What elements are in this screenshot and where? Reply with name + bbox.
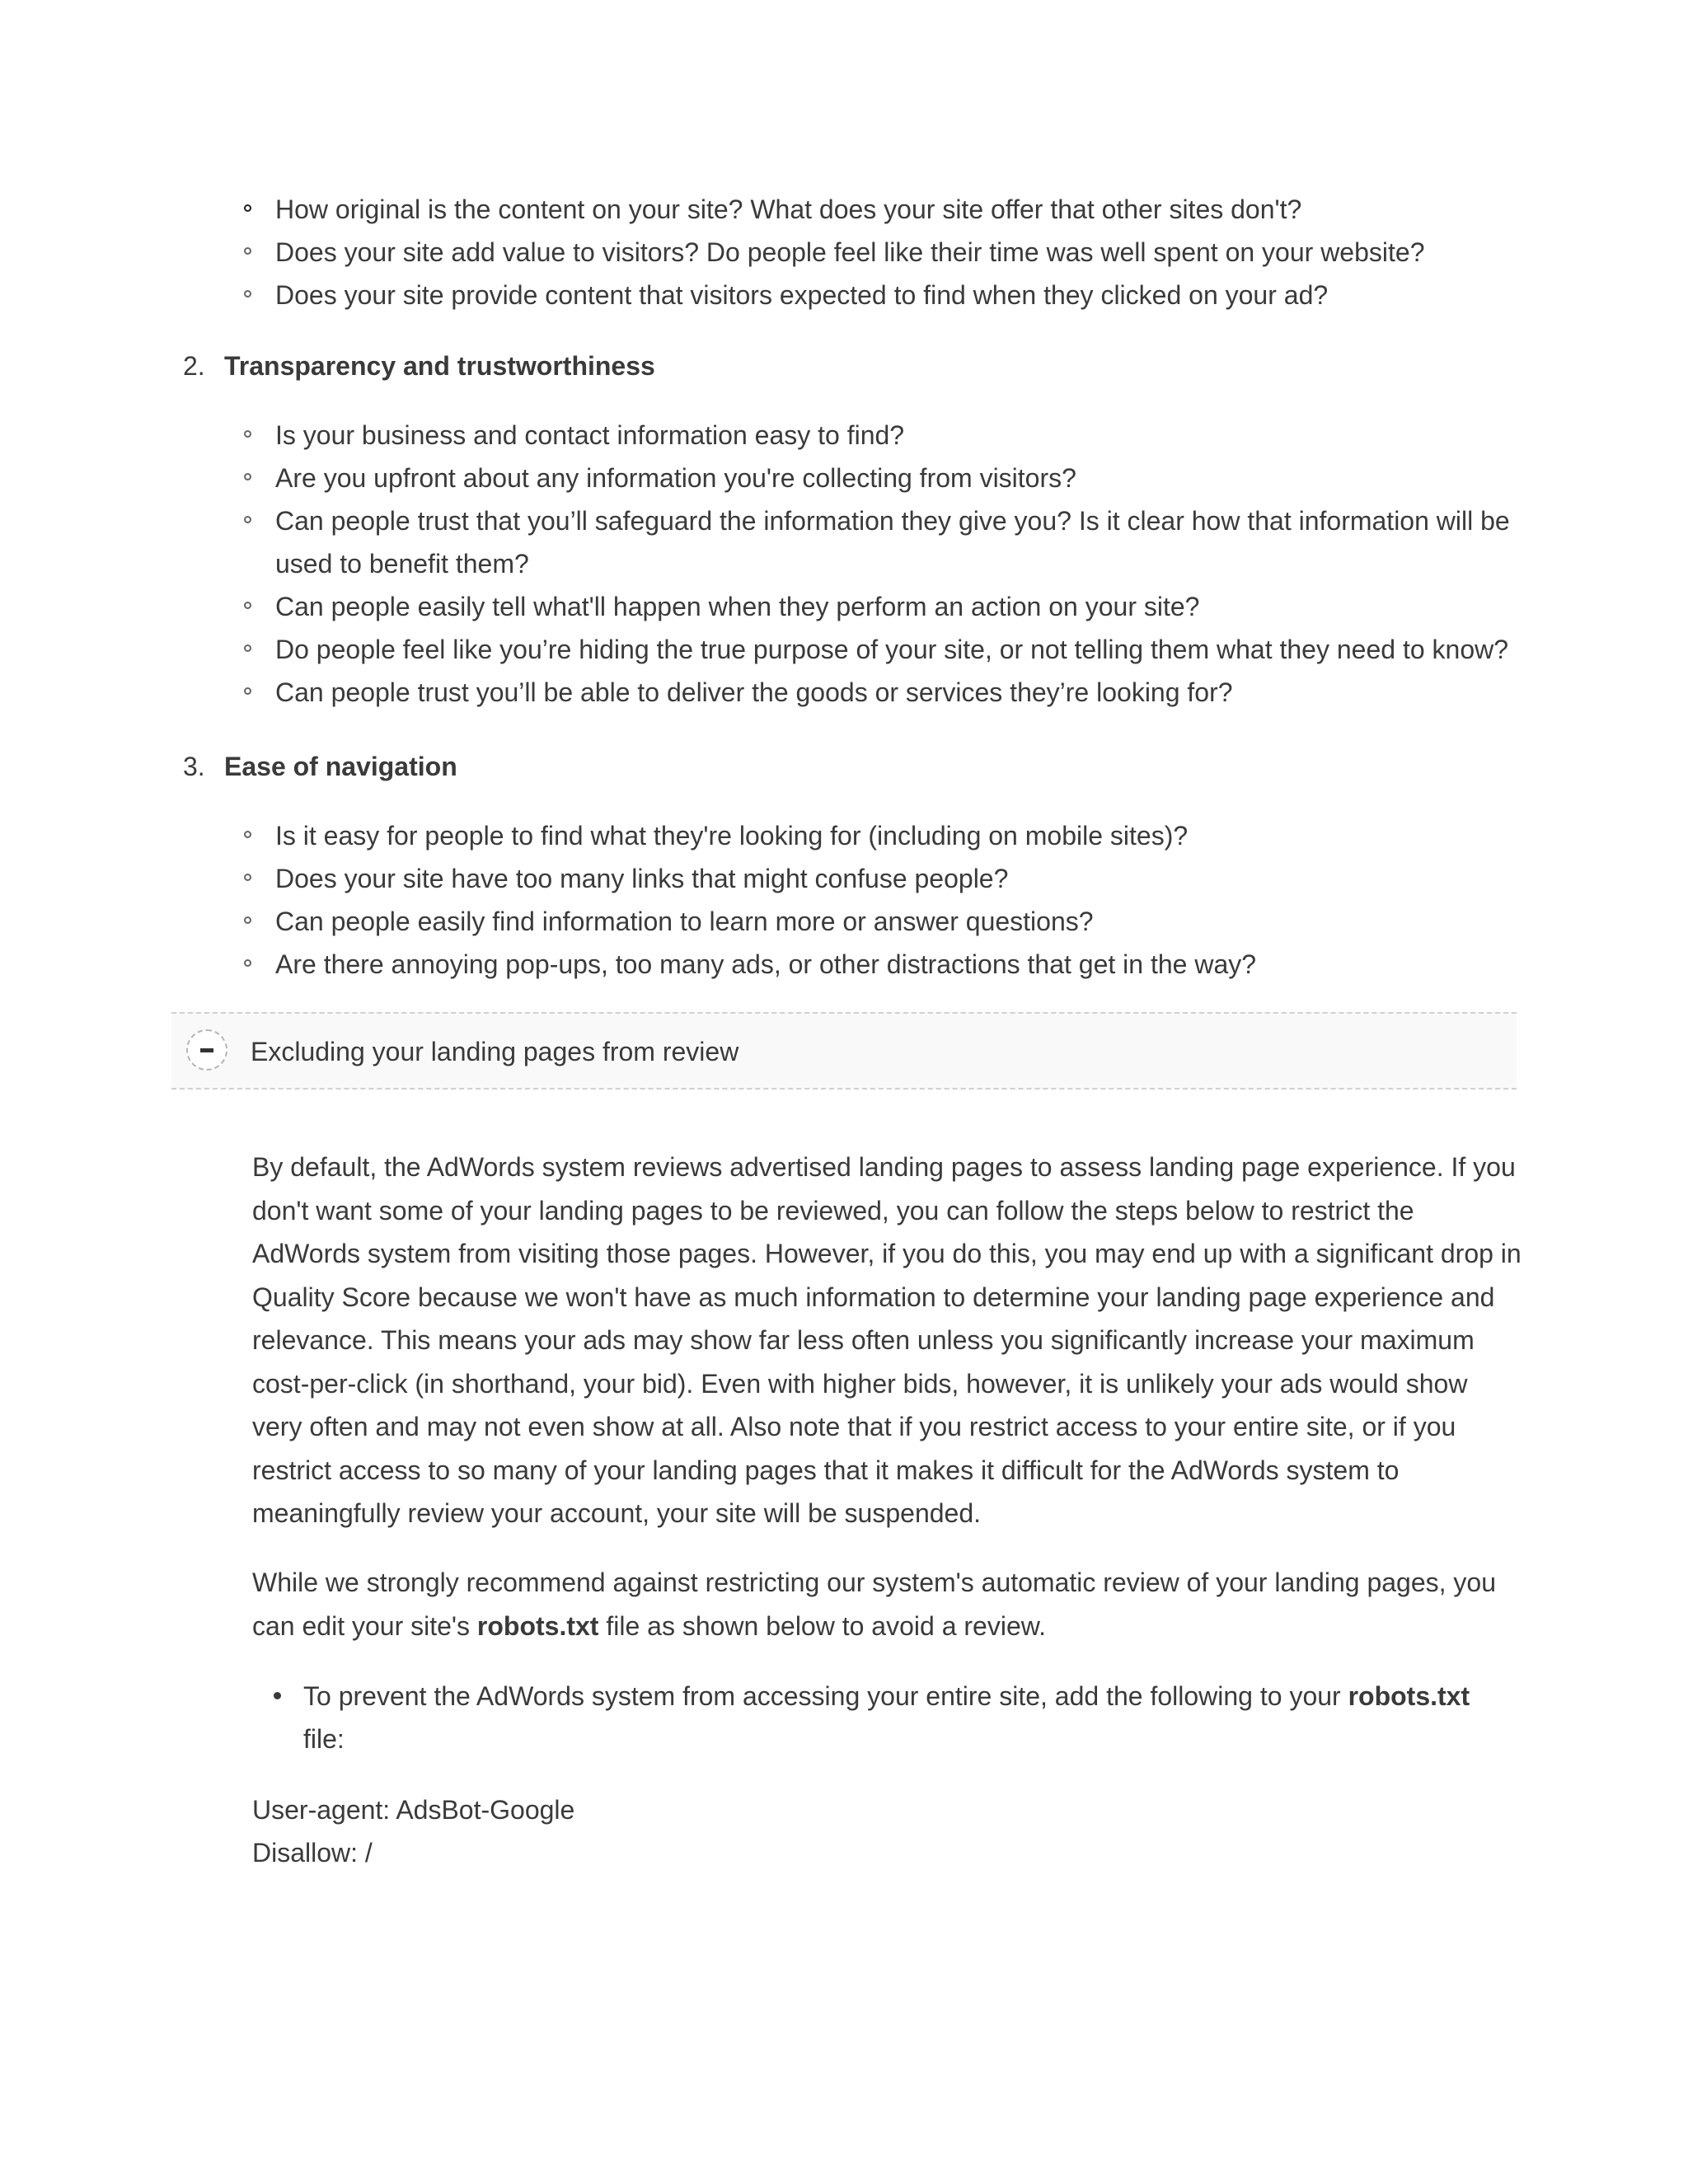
hollow-bullet-icon (244, 602, 251, 609)
hollow-bullet-icon (244, 644, 251, 652)
body-paragraph: By default, the AdWords system reviews advertised landing pages to assess landing page experience. If you don't want some of your landing pages to be reviewed, you can follow the steps below to restrict the AdWords system from visiting those pages. However, if you do this, you may end up with a significant drop in Quality Score because we won't have as much information to determine your landing page experience and relevance. This means your ads may show far less often unless you significantly increase your maximum cost-per-click (in shorthand, your bid). Even with higher bids, however, it is unlikely your ads would show very often and may not even show at all. Also note that if you restrict access to your entire site, or if you restrict access to so many of your landing pages that it makes it difficult for the AdWords system to meaningfully review your account, your site will be suspended. (252, 1152, 1522, 1528)
list-item: Can people easily tell what'll happen when they perform an action on your site? (244, 585, 1513, 628)
hollow-bullet-icon (244, 473, 251, 480)
collapse-minus-icon[interactable] (186, 1029, 227, 1071)
list-item: Can people easily find information to learn more or answer questions? (244, 900, 1513, 943)
quality-sublist (244, 188, 1513, 316)
robots-code-line: User-agent: AdsBot-Google (252, 1795, 575, 1825)
section-heading-navigation: 3. Ease of navigation (183, 752, 457, 781)
hollow-bullet-icon (244, 247, 251, 255)
hollow-bullet-icon (244, 430, 251, 438)
list-item: Are you upfront about any information you're collecting from visitors? (244, 457, 1513, 499)
hollow-bullet-icon (244, 687, 251, 695)
list-item: Do people feel like you’re hiding the true purpose of your site, or not telling them what they need to know? (244, 628, 1513, 671)
hollow-bullet-icon (244, 204, 251, 212)
transparency-sublist (244, 414, 1513, 714)
list-item: Are there annoying pop-ups, too many ads, or other distractions that get in the way? (244, 943, 1513, 986)
list-item: Can people trust you’ll be able to deliver the goods or services they’re looking for? (244, 671, 1513, 714)
list-item: How original is the content on your site? What does your site offer that other sites don't? (244, 188, 1513, 231)
bullet-icon (274, 1692, 281, 1699)
accordion-title[interactable]: Excluding your landing pages from review (251, 1037, 739, 1066)
list-item: Does your site provide content that visitors expected to find when they clicked on your ad? (244, 274, 1513, 316)
list-item: Does your site add value to visitors? Do people feel like their time was well spent on your website? (244, 231, 1513, 274)
robots-bullet-list (272, 1675, 1517, 1760)
list-item: Is your business and contact information easy to find? (244, 414, 1513, 457)
hollow-bullet-icon (244, 516, 251, 523)
list-item: Is it easy for people to find what they're looking for (including on mobile sites)? (244, 814, 1513, 857)
hollow-bullet-icon (244, 290, 251, 298)
list-item: To prevent the AdWords system from accessing your entire site, add the following to your robots.txt file: (272, 1675, 1517, 1760)
body-paragraph: While we strongly recommend against restricting our system's automatic review of your landing pages, you can edit your site's robots.txt file as shown below to avoid a review. (252, 1568, 1496, 1641)
hollow-bullet-icon (244, 959, 251, 967)
section-heading-transparency: 2. Transparency and trustworthiness (183, 351, 655, 381)
accordion-excluding-landing-pages[interactable] (171, 1012, 1517, 1090)
hollow-bullet-icon (244, 916, 251, 924)
navigation-sublist (244, 814, 1513, 986)
hollow-bullet-icon (244, 831, 251, 838)
robots-code-line: Disallow: / (252, 1838, 373, 1868)
hollow-bullet-icon (244, 874, 251, 881)
list-item: Does your site have too many links that might confuse people? (244, 857, 1513, 900)
list-item: Can people trust that you’ll safeguard the information they give you? Is it clear how that information will be used to benefit them? (244, 499, 1513, 585)
